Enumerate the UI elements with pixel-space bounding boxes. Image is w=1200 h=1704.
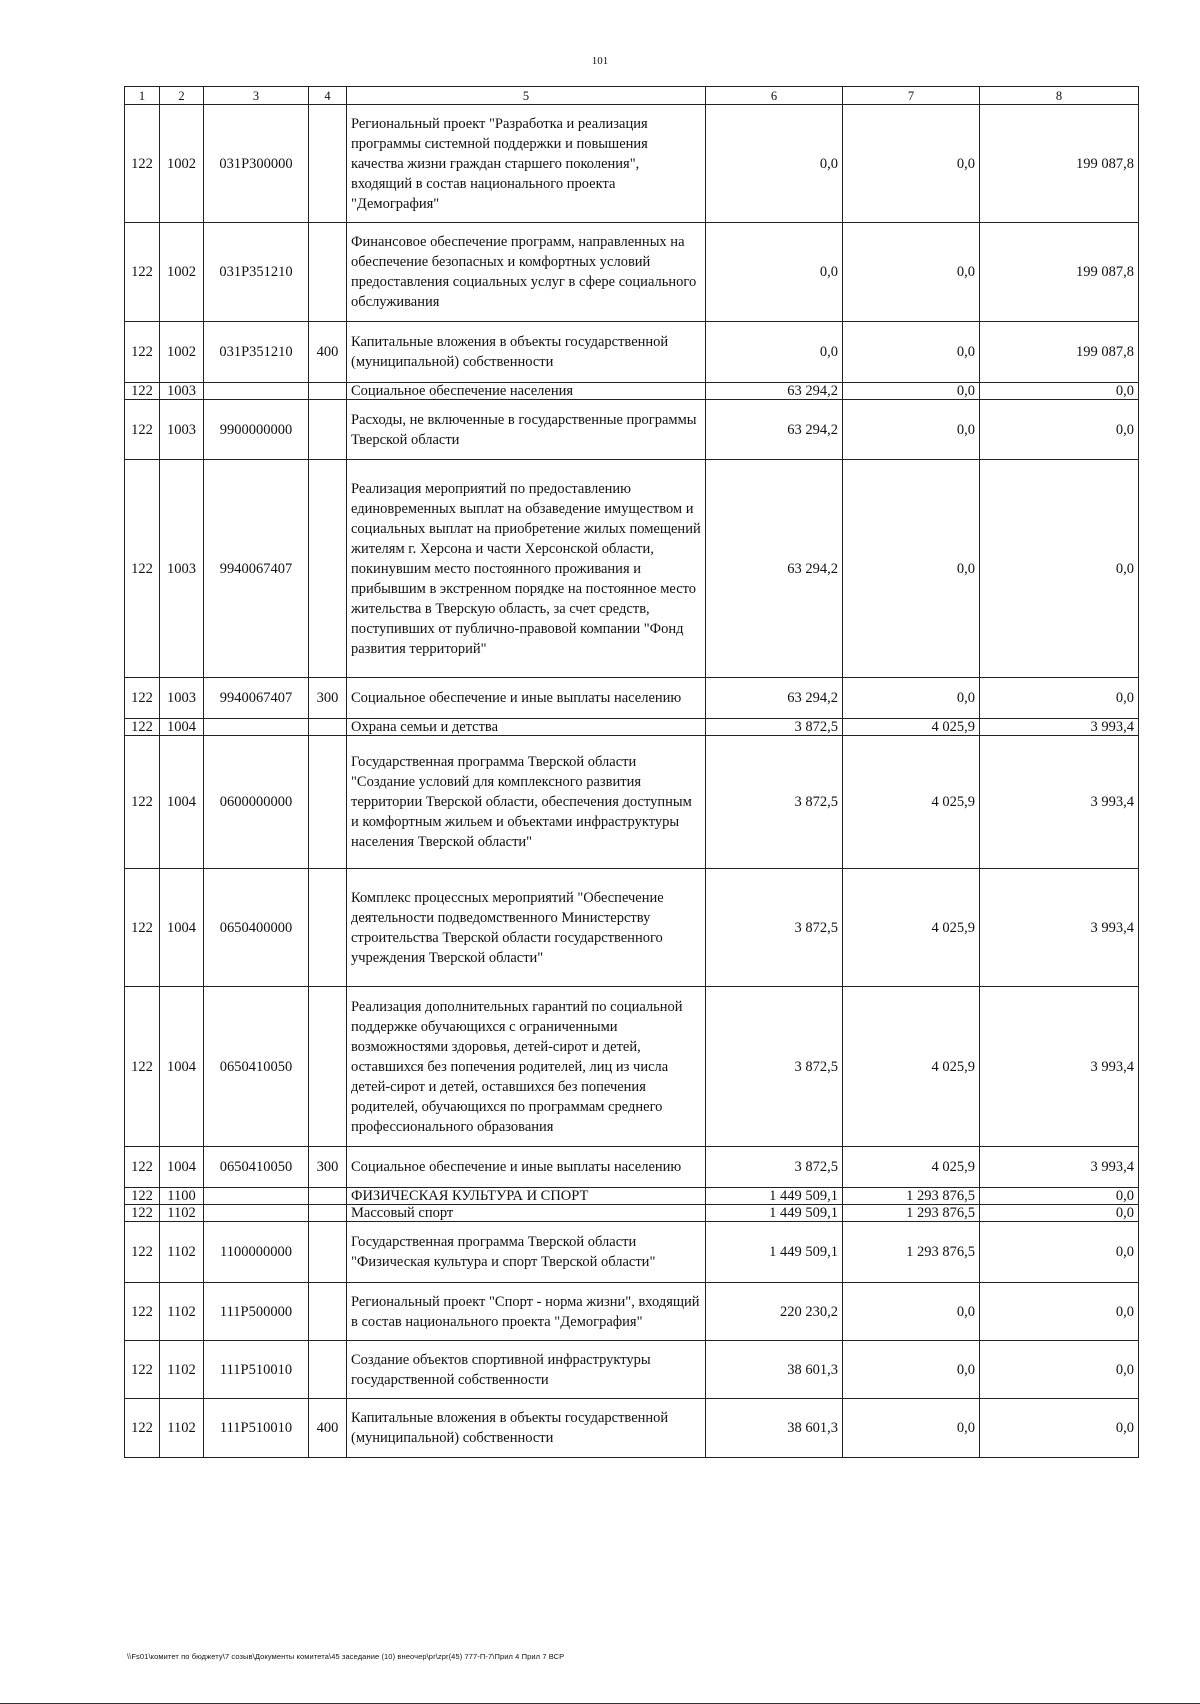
section-code-cell: 1100 xyxy=(160,1188,204,1205)
column-header: 2 xyxy=(160,87,204,105)
amount-2025-cell: 0,0 xyxy=(843,1399,980,1458)
amount-2026-cell: 0,0 xyxy=(980,1341,1139,1399)
expense-type-cell xyxy=(309,383,347,400)
admin-code-cell: 122 xyxy=(125,869,160,987)
description-cell: Государственная программа Тверской области "Физическая культура и спорт Тверской области" xyxy=(347,1222,706,1283)
admin-code-cell: 122 xyxy=(125,1205,160,1222)
amount-2026-cell: 0,0 xyxy=(980,460,1139,678)
description-cell: Создание объектов спортивной инфраструктуры государственной собственности xyxy=(347,1341,706,1399)
admin-code-cell: 122 xyxy=(125,223,160,322)
table-row xyxy=(125,1341,1139,1399)
target-code-cell: 031P300000 xyxy=(204,105,309,223)
description-cell: Региональный проект "Разработка и реализация программы системной поддержки и повышения качества жизни граждан старшего поколения", входящий в состав национального проекта "Демография" xyxy=(347,105,706,223)
target-code-cell: 0600000000 xyxy=(204,736,309,869)
admin-code-cell: 122 xyxy=(125,322,160,383)
admin-code-cell: 122 xyxy=(125,383,160,400)
amount-2025-cell: 4 025,9 xyxy=(843,736,980,869)
target-code-cell: 9900000000 xyxy=(204,400,309,460)
table-row xyxy=(125,105,1139,223)
amount-2026-cell: 0,0 xyxy=(980,1283,1139,1341)
section-code-cell: 1003 xyxy=(160,400,204,460)
expense-type-cell: 300 xyxy=(309,1147,347,1188)
amount-2024-cell: 1 449 509,1 xyxy=(706,1205,843,1222)
table-row xyxy=(125,719,1139,736)
column-header: 7 xyxy=(843,87,980,105)
amount-2024-cell: 63 294,2 xyxy=(706,400,843,460)
section-code-cell: 1004 xyxy=(160,869,204,987)
amount-2025-cell: 0,0 xyxy=(843,383,980,400)
description-cell: Капитальные вложения в объекты государственной (муниципальной) собственности xyxy=(347,1399,706,1458)
expense-type-cell xyxy=(309,1205,347,1222)
column-header: 1 xyxy=(125,87,160,105)
admin-code-cell: 122 xyxy=(125,1341,160,1399)
admin-code-cell: 122 xyxy=(125,987,160,1147)
section-code-cell: 1004 xyxy=(160,719,204,736)
description-cell: Государственная программа Тверской области "Создание условий для комплексного развития территории Тверской области, обеспечения доступным и комфортным жильем и объектами инфраструктуры населения Тверской области" xyxy=(347,736,706,869)
amount-2025-cell: 0,0 xyxy=(843,678,980,719)
amount-2025-cell: 0,0 xyxy=(843,1283,980,1341)
target-code-cell xyxy=(204,1205,309,1222)
section-code-cell: 1002 xyxy=(160,322,204,383)
target-code-cell: 031P351210 xyxy=(204,322,309,383)
budget-table xyxy=(124,86,1139,1458)
page-number: 101 xyxy=(591,55,609,67)
admin-code-cell: 122 xyxy=(125,1399,160,1458)
admin-code-cell: 122 xyxy=(125,678,160,719)
amount-2024-cell: 3 872,5 xyxy=(706,736,843,869)
table-row xyxy=(125,987,1139,1147)
section-code-cell: 1102 xyxy=(160,1341,204,1399)
amount-2026-cell: 0,0 xyxy=(980,1205,1139,1222)
amount-2025-cell: 4 025,9 xyxy=(843,987,980,1147)
amount-2025-cell: 1 293 876,5 xyxy=(843,1222,980,1283)
amount-2025-cell: 0,0 xyxy=(843,1341,980,1399)
admin-code-cell: 122 xyxy=(125,400,160,460)
target-code-cell: 0650410050 xyxy=(204,987,309,1147)
table-row xyxy=(125,322,1139,383)
table-row xyxy=(125,1188,1139,1205)
section-code-cell: 1004 xyxy=(160,1147,204,1188)
section-code-cell: 1102 xyxy=(160,1399,204,1458)
admin-code-cell: 122 xyxy=(125,1188,160,1205)
admin-code-cell: 122 xyxy=(125,460,160,678)
amount-2024-cell: 63 294,2 xyxy=(706,678,843,719)
table-row xyxy=(125,1222,1139,1283)
section-code-cell: 1003 xyxy=(160,460,204,678)
description-cell: Комплекс процессных мероприятий "Обеспечение деятельности подведомственного Министерству строительства Тверской области государственного учреждения Тверской области" xyxy=(347,869,706,987)
amount-2025-cell: 0,0 xyxy=(843,460,980,678)
admin-code-cell: 122 xyxy=(125,1222,160,1283)
amount-2024-cell: 1 449 509,1 xyxy=(706,1188,843,1205)
target-code-cell: 9940067407 xyxy=(204,678,309,719)
description-cell: Капитальные вложения в объекты государственной (муниципальной) собственности xyxy=(347,322,706,383)
table-row xyxy=(125,1399,1139,1458)
amount-2025-cell: 1 293 876,5 xyxy=(843,1205,980,1222)
table-row xyxy=(125,223,1139,322)
expense-type-cell xyxy=(309,736,347,869)
target-code-cell: 1100000000 xyxy=(204,1222,309,1283)
table-row xyxy=(125,1147,1139,1188)
description-cell: Реализация дополнительных гарантий по социальной поддержке обучающихся с ограниченными возможностями здоровья, детей-сирот и детей, оставшихся без попечения родителей, лиц из числа детей-сирот и детей, оставшихся без попечения родителей, обучающихся по программам среднего профессионального образования xyxy=(347,987,706,1147)
target-code-cell: 0650400000 xyxy=(204,869,309,987)
description-cell: Массовый спорт xyxy=(347,1205,706,1222)
section-code-cell: 1102 xyxy=(160,1283,204,1341)
amount-2026-cell: 0,0 xyxy=(980,383,1139,400)
amount-2024-cell: 38 601,3 xyxy=(706,1341,843,1399)
expense-type-cell xyxy=(309,1222,347,1283)
footer-file-path: \\Fs01\комитет по бюджету\7 созыв\Документы комитета\45 заседание (10) внеочер\pr\zpr(45) 777-П-7\Прил 4 Прил 7 ВСР xyxy=(127,1652,565,1661)
expense-type-cell xyxy=(309,223,347,322)
table-row xyxy=(125,1283,1139,1341)
description-cell: Социальное обеспечение населения xyxy=(347,383,706,400)
amount-2025-cell: 0,0 xyxy=(843,223,980,322)
table-row xyxy=(125,383,1139,400)
amount-2025-cell: 0,0 xyxy=(843,400,980,460)
table-body xyxy=(125,105,1139,1458)
amount-2025-cell: 0,0 xyxy=(843,322,980,383)
amount-2026-cell: 0,0 xyxy=(980,678,1139,719)
admin-code-cell: 122 xyxy=(125,105,160,223)
description-cell: Расходы, не включенные в государственные программы Тверской области xyxy=(347,400,706,460)
target-code-cell: 111P500000 xyxy=(204,1283,309,1341)
amount-2026-cell: 0,0 xyxy=(980,1399,1139,1458)
expense-type-cell xyxy=(309,1188,347,1205)
amount-2024-cell: 63 294,2 xyxy=(706,383,843,400)
expense-type-cell xyxy=(309,105,347,223)
section-code-cell: 1004 xyxy=(160,987,204,1147)
admin-code-cell: 122 xyxy=(125,1147,160,1188)
amount-2024-cell: 3 872,5 xyxy=(706,1147,843,1188)
amount-2025-cell: 4 025,9 xyxy=(843,869,980,987)
column-header: 6 xyxy=(706,87,843,105)
section-code-cell: 1002 xyxy=(160,105,204,223)
amount-2024-cell: 3 872,5 xyxy=(706,987,843,1147)
description-cell: Социальное обеспечение и иные выплаты населению xyxy=(347,1147,706,1188)
column-header: 4 xyxy=(309,87,347,105)
expense-type-cell xyxy=(309,869,347,987)
target-code-cell xyxy=(204,383,309,400)
table-row xyxy=(125,869,1139,987)
column-header: 5 xyxy=(347,87,706,105)
amount-2024-cell: 0,0 xyxy=(706,322,843,383)
amount-2024-cell: 0,0 xyxy=(706,223,843,322)
amount-2026-cell: 3 993,4 xyxy=(980,1147,1139,1188)
amount-2024-cell: 3 872,5 xyxy=(706,719,843,736)
expense-type-cell: 300 xyxy=(309,678,347,719)
amount-2024-cell: 3 872,5 xyxy=(706,869,843,987)
amount-2026-cell: 0,0 xyxy=(980,1188,1139,1205)
expense-type-cell: 400 xyxy=(309,322,347,383)
amount-2026-cell: 199 087,8 xyxy=(980,223,1139,322)
target-code-cell xyxy=(204,719,309,736)
table-row xyxy=(125,736,1139,869)
target-code-cell: 111P510010 xyxy=(204,1399,309,1458)
amount-2024-cell: 220 230,2 xyxy=(706,1283,843,1341)
table-row xyxy=(125,460,1139,678)
expense-type-cell xyxy=(309,460,347,678)
amount-2026-cell: 3 993,4 xyxy=(980,987,1139,1147)
description-cell: Реализация мероприятий по предоставлению единовременных выплат на обзаведение имуществом и социальных выплат на приобретение жилых помещений жителям г. Херсона и части Херсонской области, покинувшим место постоянного проживания и прибывшим в экстренном порядке на постоянное место жительства в Тверскую область, за счет средств, поступивших от публично-правовой компании "Фонд развития территорий" xyxy=(347,460,706,678)
amount-2026-cell: 0,0 xyxy=(980,400,1139,460)
description-cell: Финансовое обеспечение программ, направленных на обеспечение безопасных и комфортных условий предоставления социальных услуг в сфере социального обслуживания xyxy=(347,223,706,322)
column-number-row xyxy=(125,87,1139,105)
admin-code-cell: 122 xyxy=(125,736,160,869)
expense-type-cell xyxy=(309,719,347,736)
expense-type-cell xyxy=(309,1341,347,1399)
admin-code-cell: 122 xyxy=(125,719,160,736)
amount-2026-cell: 199 087,8 xyxy=(980,105,1139,223)
target-code-cell: 111P510010 xyxy=(204,1341,309,1399)
expense-type-cell xyxy=(309,987,347,1147)
section-code-cell: 1003 xyxy=(160,383,204,400)
amount-2026-cell: 0,0 xyxy=(980,1222,1139,1283)
amount-2024-cell: 1 449 509,1 xyxy=(706,1222,843,1283)
section-code-cell: 1102 xyxy=(160,1222,204,1283)
admin-code-cell: 122 xyxy=(125,1283,160,1341)
expense-type-cell xyxy=(309,1283,347,1341)
section-code-cell: 1004 xyxy=(160,736,204,869)
column-header: 3 xyxy=(204,87,309,105)
target-code-cell: 0650410050 xyxy=(204,1147,309,1188)
amount-2024-cell: 63 294,2 xyxy=(706,460,843,678)
description-cell: ФИЗИЧЕСКАЯ КУЛЬТУРА И СПОРТ xyxy=(347,1188,706,1205)
expense-type-cell: 400 xyxy=(309,1399,347,1458)
table-row xyxy=(125,400,1139,460)
amount-2025-cell: 1 293 876,5 xyxy=(843,1188,980,1205)
table-row xyxy=(125,1205,1139,1222)
target-code-cell: 9940067407 xyxy=(204,460,309,678)
amount-2026-cell: 3 993,4 xyxy=(980,719,1139,736)
amount-2024-cell: 38 601,3 xyxy=(706,1399,843,1458)
section-code-cell: 1102 xyxy=(160,1205,204,1222)
amount-2025-cell: 4 025,9 xyxy=(843,1147,980,1188)
description-cell: Охрана семьи и детства xyxy=(347,719,706,736)
amount-2025-cell: 0,0 xyxy=(843,105,980,223)
target-code-cell xyxy=(204,1188,309,1205)
target-code-cell: 031P351210 xyxy=(204,223,309,322)
amount-2026-cell: 3 993,4 xyxy=(980,869,1139,987)
amount-2025-cell: 4 025,9 xyxy=(843,719,980,736)
description-cell: Социальное обеспечение и иные выплаты населению xyxy=(347,678,706,719)
table-row xyxy=(125,678,1139,719)
section-code-cell: 1003 xyxy=(160,678,204,719)
column-header: 8 xyxy=(980,87,1139,105)
section-code-cell: 1002 xyxy=(160,223,204,322)
expense-type-cell xyxy=(309,400,347,460)
amount-2026-cell: 199 087,8 xyxy=(980,322,1139,383)
amount-2024-cell: 0,0 xyxy=(706,105,843,223)
description-cell: Региональный проект "Спорт - норма жизни", входящий в состав национального проекта "Демография" xyxy=(347,1283,706,1341)
amount-2026-cell: 3 993,4 xyxy=(980,736,1139,869)
